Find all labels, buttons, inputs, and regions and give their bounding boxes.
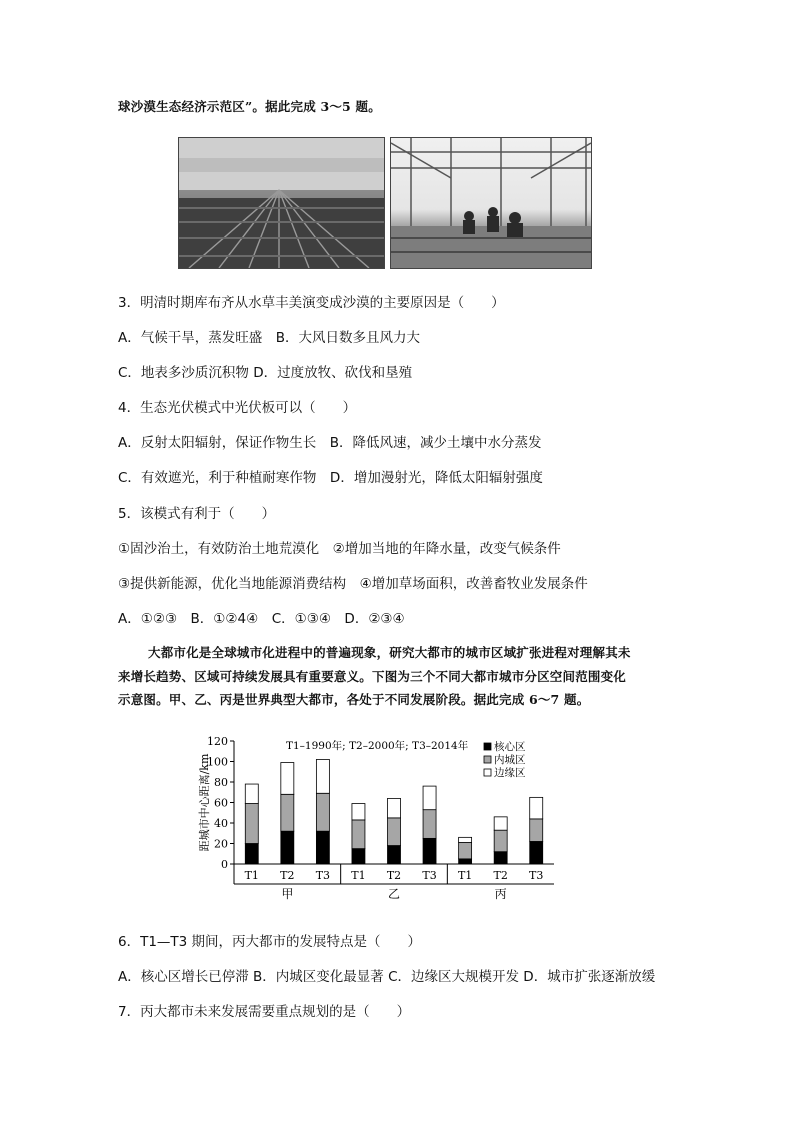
bar-segment-edge [388, 798, 401, 817]
x-tick-label: T2 [280, 869, 295, 882]
question-5-statement-1: ①固沙治土，有效防治土地荒漠化 ②增加当地的年降水量，改变气候条件 [118, 541, 561, 557]
question-6: 6．T1—T3 期间，丙大都市的发展特点是（ ） [118, 934, 422, 950]
y-axis-title: 距城市中心距离/km [198, 753, 211, 852]
y-tick-label: 60 [214, 796, 228, 810]
chart-svg [196, 727, 571, 902]
question-4-options-ab: A．反射太阳辐射，保证作物生长 B．降低风速，减少土壤中水分蒸发 [118, 435, 542, 451]
bar-segment-inner [459, 842, 472, 858]
bar-segment-core [316, 831, 329, 864]
legend-swatch [484, 769, 491, 776]
y-tick-label: 100 [207, 755, 228, 769]
x-tick-label: T3 [315, 869, 331, 882]
question-3-options-ab: A．气候干旱，蒸发旺盛 B．大风日数多且风力大 [118, 330, 420, 346]
x-tick-label: T3 [529, 869, 544, 882]
question-5: 5．该模式有利于（ ） [118, 506, 276, 522]
legend-swatch [484, 743, 491, 750]
paragraph-2-line-2: 来增长趋势、区域可持续发展具有重要意义。下图为三个不同大都市城市分区空间范围变化 [118, 669, 627, 684]
x-tick-label: T3 [422, 869, 437, 882]
bar-segment-edge [352, 804, 365, 820]
bar-segment-inner [316, 793, 329, 831]
x-tick-label: T1 [457, 869, 473, 882]
legend-label: 核心区 [494, 741, 526, 753]
bar-segment-core [530, 841, 543, 864]
bar-segment-core [494, 852, 507, 864]
group-label: 乙 [387, 887, 401, 901]
group-label: 丙 [494, 887, 507, 901]
y-tick-label: 120 [207, 735, 228, 748]
bar-segment-edge [530, 797, 543, 819]
question-3-options-cd: C．地表多沙质沉积物 D．过度放牧、砍伐和垦殖 [118, 365, 413, 381]
bar-segment-core [388, 846, 401, 864]
legend-swatch [484, 756, 491, 763]
bar-segment-inner [423, 810, 436, 839]
intro-tail-line: 球沙漠生态经济示范区”。据此完成 3～5 题。 [118, 99, 381, 114]
legend-label: 内城区 [494, 754, 526, 766]
bar-segment-core [245, 844, 258, 865]
bar-segment-edge [281, 763, 294, 795]
question-7: 7．丙大都市未来发展需要重点规划的是（ ） [118, 1004, 411, 1020]
bar-segment-inner [388, 818, 401, 846]
bar-segment-inner [352, 820, 365, 849]
question-4-options-cd: C．有效遮光，利于种植耐寒作物 D．增加漫射光，降低太阳辐射强度 [118, 470, 543, 486]
y-tick-label: 0 [221, 858, 228, 871]
legend-label: 边缘区 [494, 767, 526, 779]
bar-segment-edge [245, 784, 258, 803]
bar-segment-edge [459, 837, 472, 842]
group-label: 甲 [281, 887, 294, 901]
bar-segment-inner [494, 830, 507, 852]
stacked-bar-chart [196, 727, 571, 902]
chart-annotation: T1–1990年; T2–2000年; T3–2014年 [286, 740, 469, 752]
x-tick-label: T2 [493, 869, 508, 882]
x-tick-label: T1 [244, 869, 259, 882]
y-tick-label: 80 [214, 776, 228, 789]
bar-segment-core [352, 849, 365, 864]
paragraph-2-line-3: 示意图。甲、乙、丙是世界典型大都市，各处于不同发展阶段。据此完成 6～7 题。 [118, 692, 590, 707]
x-tick-label: T2 [386, 869, 402, 882]
bar-segment-core [281, 831, 294, 864]
bar-segment-core [423, 838, 436, 864]
bar-segment-edge [423, 786, 436, 810]
greenhouse-workers-photo [390, 137, 592, 269]
x-tick-label: T1 [351, 869, 366, 882]
question-4: 4．生态光伏模式中光伏板可以（ ） [118, 400, 357, 416]
y-tick-label: 20 [214, 837, 228, 851]
y-tick-label: 40 [214, 817, 228, 830]
paragraph-2-line-1: 大都市化是全球城市化进程中的普遍现象，研究大都市的城市区域扩张进程对理解其未 [148, 645, 631, 660]
question-5-options: A．①②③ B．①②4④ C．①③④ D．②③④ [118, 611, 405, 627]
question-3: 3．明清时期库布齐从水草丰美演变成沙漠的主要原因是（ ） [118, 295, 505, 311]
bar-segment-inner [245, 804, 258, 844]
question-5-statement-2: ③提供新能源，优化当地能源消费结构 ④增加草场面积，改善畜牧业发展条件 [118, 576, 588, 592]
bar-segment-inner [530, 819, 543, 842]
bar-segment-edge [316, 759, 329, 793]
bar-segment-inner [281, 794, 294, 831]
solar-panel-field-photo [178, 137, 385, 269]
bar-segment-edge [494, 817, 507, 830]
bar-segment-core [459, 859, 472, 864]
question-6-options: A．核心区增长已停滞 B．内城区变化最显著 C．边缘区大规模开发 D．城市扩张逐渐放缓 [118, 969, 656, 985]
